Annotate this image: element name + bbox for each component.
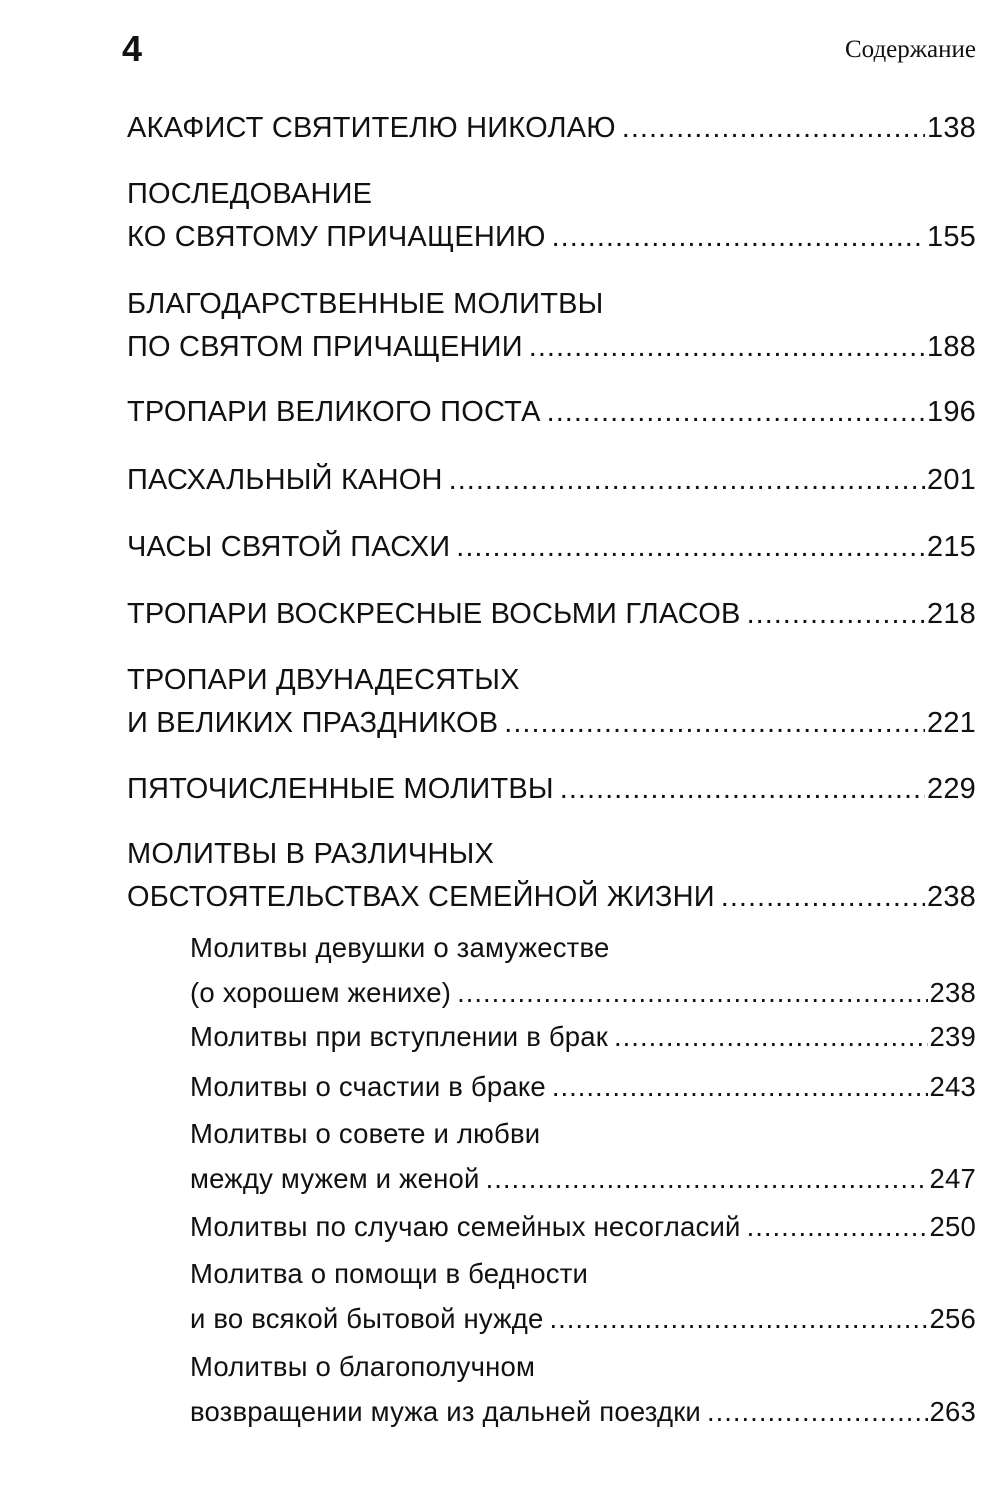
toc-title: Молитва о помощи в бедности: [190, 1258, 589, 1289]
toc-line: [190, 932, 976, 977]
toc-line: [127, 331, 976, 374]
dot-leader: [547, 396, 925, 429]
dot-leader: [707, 1396, 928, 1428]
dot-leader: [622, 112, 925, 145]
toc-page-number: 188: [927, 331, 976, 363]
toc-title: ПО СВЯТОМ ПРИЧАЩЕНИИ: [127, 331, 523, 363]
dot-leader: [457, 977, 927, 1009]
toc-title: КО СВЯТОМУ ПРИЧАЩЕНИЮ: [127, 221, 546, 253]
toc-line: [127, 221, 976, 264]
toc-page-number: 221: [927, 707, 976, 739]
toc-entry: [127, 112, 976, 155]
toc-page-number: 215: [927, 531, 976, 563]
toc-title: Молитвы при вступлении в брак: [190, 1021, 609, 1052]
toc-line: [127, 598, 976, 641]
toc-entry: [127, 178, 976, 264]
dot-leader: [456, 531, 925, 564]
toc-page-number: 263: [929, 1396, 976, 1427]
toc-page-number: 247: [929, 1163, 976, 1194]
dot-leader: [529, 331, 925, 364]
toc-entry: [127, 773, 976, 816]
toc-title: Молитвы по случаю семейных несогласий: [190, 1211, 741, 1242]
toc-title: ТРОПАРИ ДВУНАДЕСЯТЫХ: [127, 664, 520, 696]
toc-subentry: [190, 932, 976, 1022]
toc-page-number: 238: [929, 977, 976, 1008]
toc-subentry: [190, 1021, 976, 1066]
toc-line: [190, 977, 976, 1022]
toc-page-number: 196: [927, 396, 976, 428]
dot-leader: [552, 1071, 928, 1103]
toc-line: [190, 1071, 976, 1116]
dot-leader: [552, 221, 925, 254]
toc-line: [190, 1021, 976, 1066]
toc-subentry: [190, 1118, 976, 1208]
toc-line: [190, 1211, 976, 1256]
toc-page-number: 201: [927, 464, 976, 496]
dot-leader: [550, 1303, 928, 1335]
toc-title: ПЯТОЧИСЛЕННЫЕ МОЛИТВЫ: [127, 773, 554, 805]
toc-title: ПОСЛЕДОВАНИЕ: [127, 178, 373, 210]
toc-title: И ВЕЛИКИХ ПРАЗДНИКОВ: [127, 707, 499, 739]
toc-page-number: 239: [929, 1021, 976, 1052]
toc-page-number: 229: [927, 773, 976, 805]
toc-title: БЛАГОДАРСТВЕННЫЕ МОЛИТВЫ: [127, 288, 604, 320]
toc-line: [127, 881, 976, 924]
dot-leader: [747, 598, 925, 631]
toc-line: [127, 178, 976, 221]
toc-title: и во всякой бытовой нужде: [190, 1303, 544, 1334]
toc-title: Молитвы о совете и любви: [190, 1118, 541, 1149]
toc-line: [127, 664, 976, 707]
toc-title: ТРОПАРИ ВОСКРЕСНЫЕ ВОСЬМИ ГЛАСОВ: [127, 598, 741, 630]
toc-entry: [127, 664, 976, 750]
toc-entry: [127, 464, 976, 507]
toc-page-number: 256: [929, 1303, 976, 1334]
running-head: Содержание: [845, 36, 976, 63]
toc-line: [127, 288, 976, 331]
toc-title: ОБСТОЯТЕЛЬСТВАХ СЕМЕЙНОЙ ЖИЗНИ: [127, 881, 715, 913]
dot-leader: [747, 1211, 928, 1243]
toc-line: [127, 396, 976, 439]
page-number: 4: [122, 28, 143, 69]
toc-title: МОЛИТВЫ В РАЗЛИЧНЫХ: [127, 838, 495, 870]
toc-subentry: [190, 1211, 976, 1256]
toc-line: [127, 707, 976, 750]
toc-title: ПАСХАЛЬНЫЙ КАНОН: [127, 464, 443, 496]
toc-title: Молитвы о счастии в браке: [190, 1071, 546, 1102]
toc-line: [127, 838, 976, 881]
dot-leader: [560, 773, 925, 806]
toc-entry: [127, 288, 976, 374]
dot-leader: [449, 464, 925, 497]
toc-title: между мужем и женой: [190, 1163, 480, 1194]
toc-line: [127, 464, 976, 507]
toc-entry: [127, 396, 976, 439]
toc-page-number: 138: [927, 112, 976, 144]
toc-page-number: 250: [929, 1211, 976, 1242]
toc-page-number: 155: [927, 221, 976, 253]
dot-leader: [721, 881, 925, 914]
toc-line: [127, 773, 976, 816]
toc-subentry: [190, 1071, 976, 1116]
toc-subentry: [190, 1258, 976, 1348]
toc-line: [190, 1351, 976, 1396]
toc-page-number: 218: [927, 598, 976, 630]
toc-title: возвращении мужа из дальней поездки: [190, 1396, 701, 1427]
toc-line: [190, 1303, 976, 1348]
toc-title: Молитвы о благополучном: [190, 1351, 536, 1382]
dot-leader: [486, 1163, 928, 1195]
toc-page-number: 238: [927, 881, 976, 913]
toc-line: [190, 1163, 976, 1208]
dot-leader: [614, 1021, 927, 1053]
toc-line: [190, 1118, 976, 1163]
toc-title: (о хорошем женихе): [190, 977, 452, 1008]
toc-subentry: [190, 1351, 976, 1441]
toc-title: ЧАСЫ СВЯТОЙ ПАСХИ: [127, 531, 451, 563]
toc-page-number: 243: [929, 1071, 976, 1102]
toc-line: [127, 531, 976, 574]
dot-leader: [504, 707, 925, 740]
toc-entry: [127, 598, 976, 641]
toc-title: Молитвы девушки о замужестве: [190, 932, 610, 963]
toc-entry: [127, 838, 976, 924]
toc-line: [190, 1396, 976, 1441]
toc-line: [127, 112, 976, 155]
toc-title: АКАФИСТ СВЯТИТЕЛЮ НИКОЛАЮ: [127, 112, 616, 144]
toc-entry: [127, 531, 976, 574]
toc-line: [190, 1258, 976, 1303]
toc-title: ТРОПАРИ ВЕЛИКОГО ПОСТА: [127, 396, 541, 428]
